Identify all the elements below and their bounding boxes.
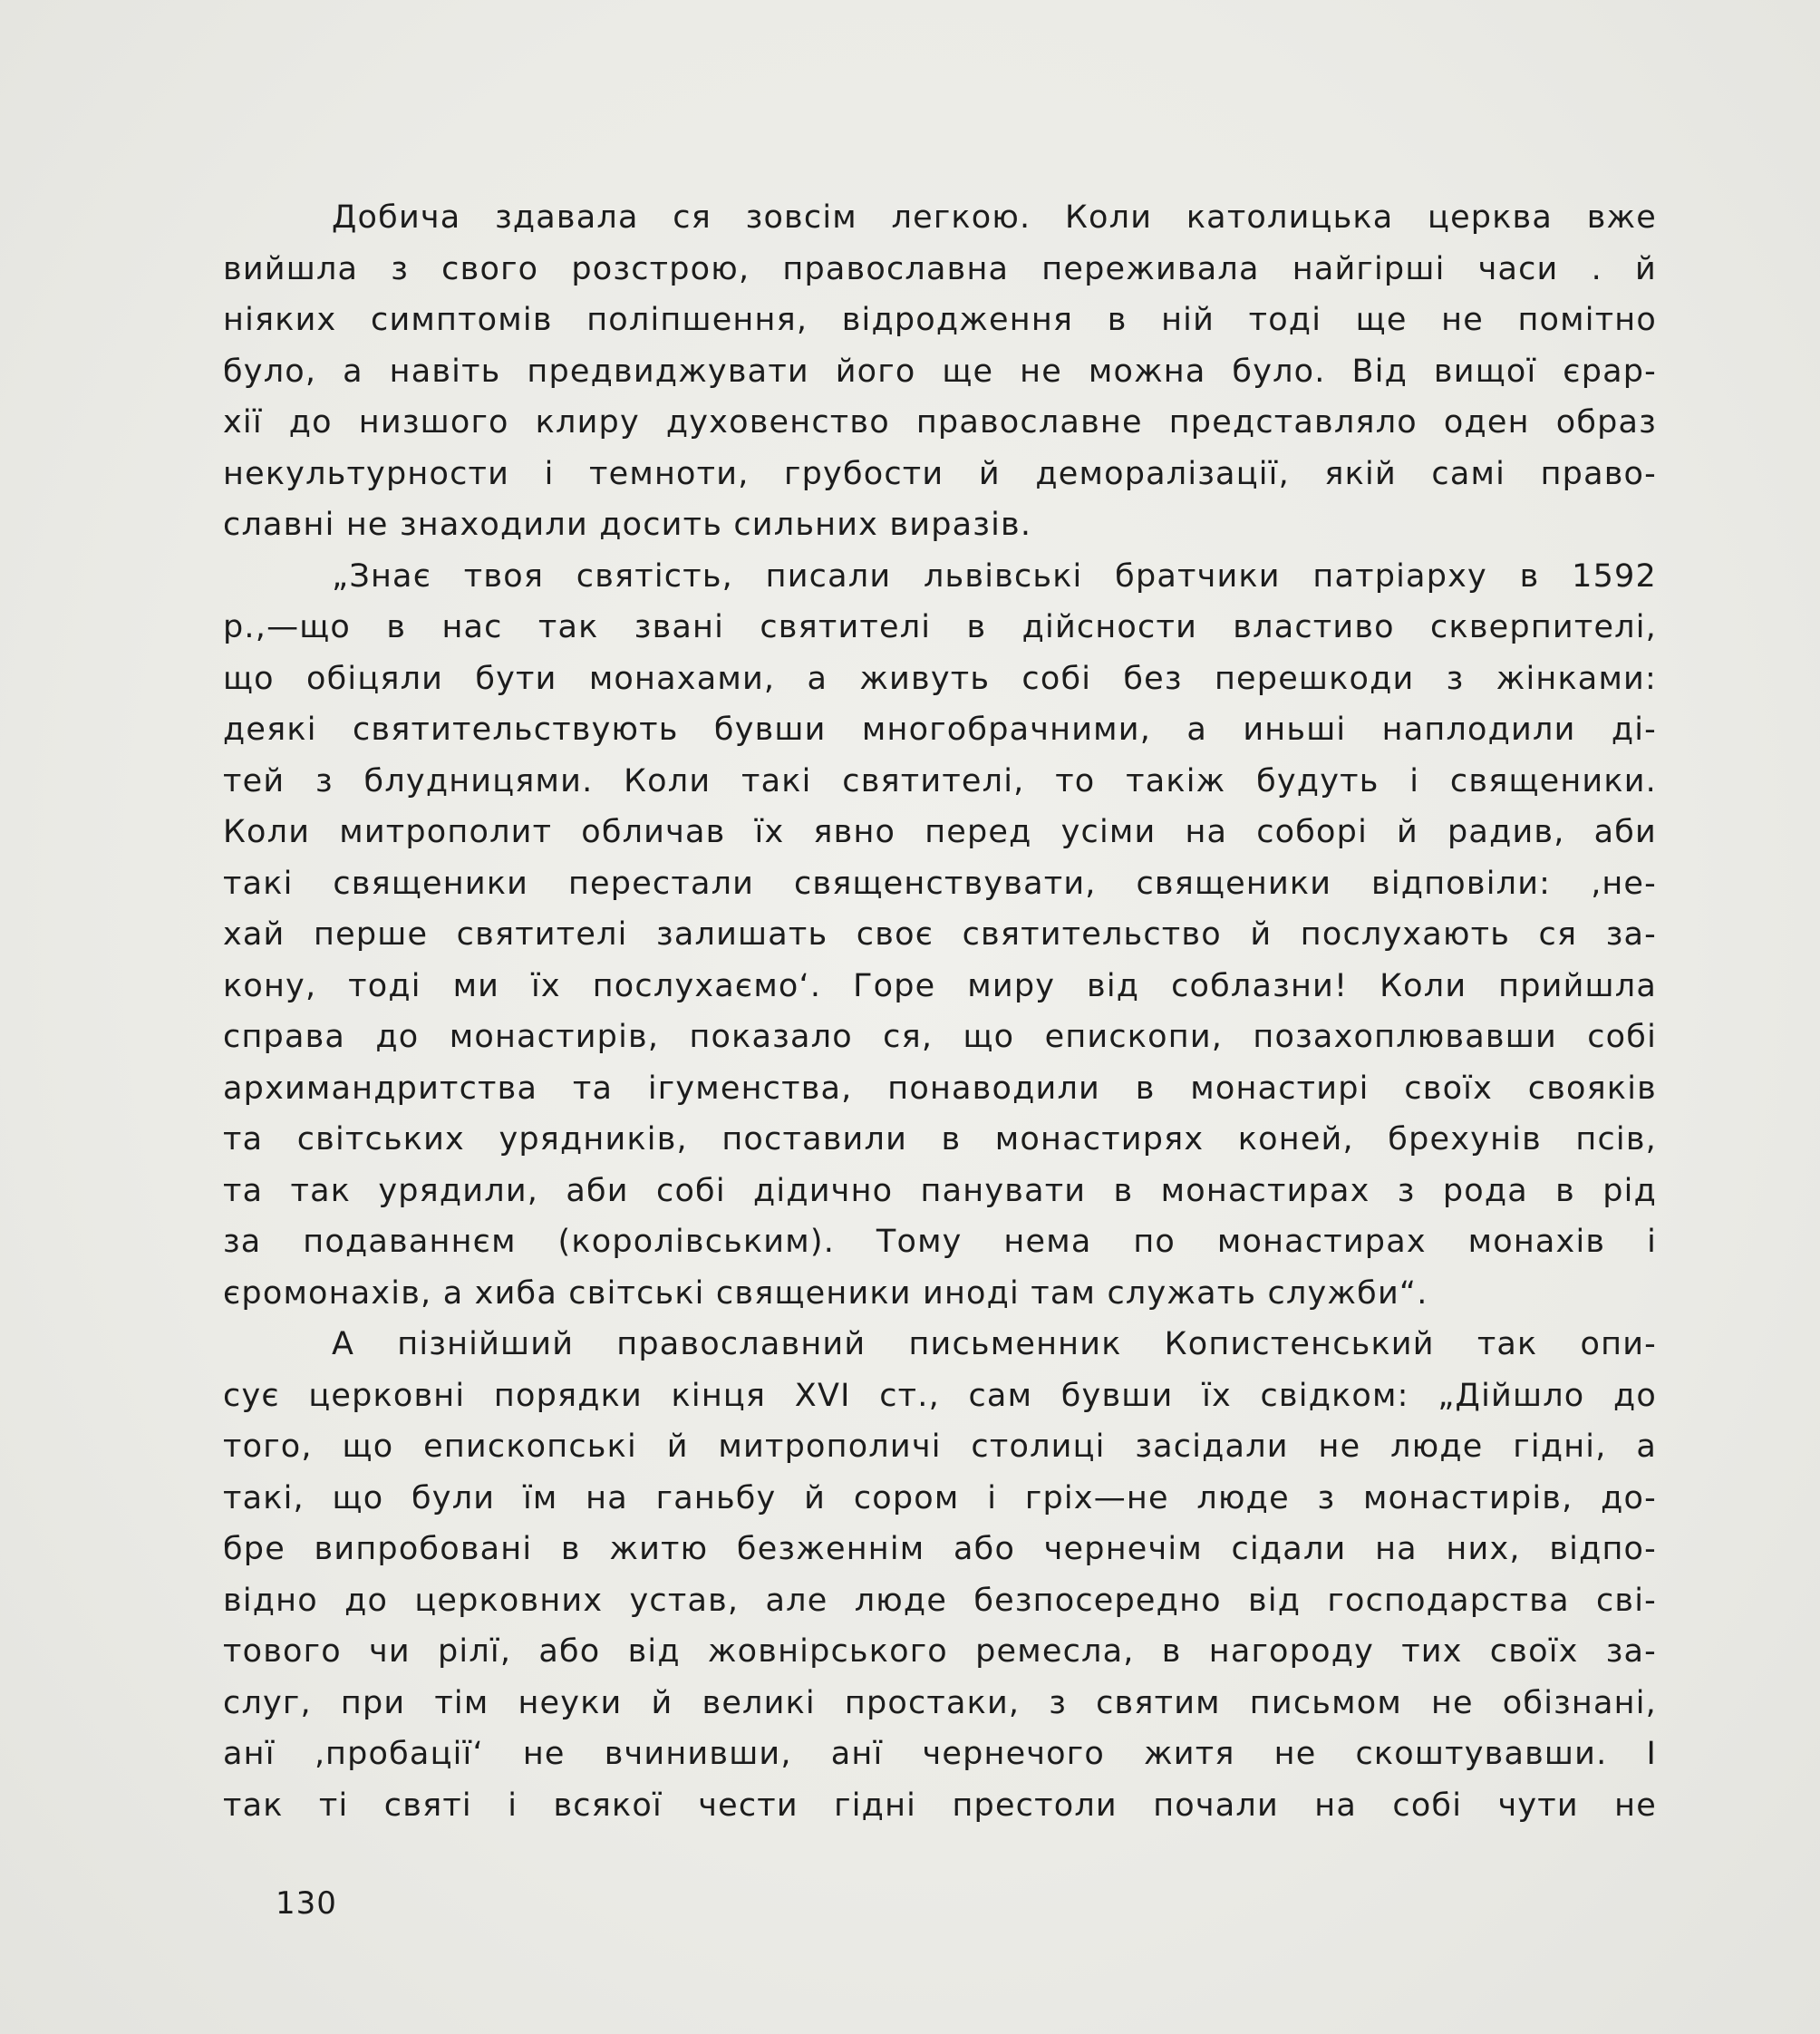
text-line: вийшла з свого розстрою, православна переживала найгірші часи . й — [223, 250, 1657, 287]
text-line: так ті святі і всякої чести гідні престоли почали на собі чути не — [223, 1787, 1657, 1824]
text-line: бре випробовані в житю безженнім або чернечім сідали на них, відпо- — [223, 1531, 1657, 1567]
text-line: „Знає твоя святість, писали львівські братчики патріарху в 1592 — [332, 557, 1657, 595]
text-line: хай перше святителі залишать своє святительство й послухають ся за- — [223, 916, 1657, 953]
body-text — [223, 192, 1657, 1831]
text-line: тей з блудницями. Коли такі святителі, то такіж будуть і священики. — [223, 762, 1657, 799]
text-line: за подаваннєм (королівським). Тому нема по монастирах монахів і — [223, 1224, 1657, 1260]
text-line: славні не знаходили досить сильних виразів. — [223, 507, 1032, 543]
text-line: некультурности і темноти, грубости й деморалізації, якій самі право- — [223, 455, 1657, 492]
text-line: А пізнійший православний письменник Копистенський так опи- — [332, 1326, 1657, 1362]
text-line: було, а навіть предвиджувати його ще не можна було. Від вищої єрар- — [223, 353, 1657, 390]
text-line: такі священики перестали священствувати, священики відповіли: ‚не- — [223, 865, 1657, 902]
text-line: хії до низшого клиру духовенство православне представляло оден образ — [223, 404, 1657, 441]
text-line: архимандритства та ігуменства, понаводили в монастирі своїх свояків — [223, 1070, 1657, 1107]
text-line: Добича здавала ся зовсім легкою. Коли католицька церква вже — [332, 199, 1657, 236]
text-line: деякі святительствують бувши многобрачними, а иньші наплодили ді- — [223, 712, 1657, 748]
text-line: що обіцяли бути монахами, а живуть собі без перешкоди з жінками: — [223, 660, 1657, 697]
text-line: тового чи рілї, або від жовнірського ремесла, в нагороду тих своїх за- — [223, 1633, 1657, 1670]
text-line: та так урядили, аби собі дідично панувати в монастирах з рода в рід — [223, 1172, 1657, 1209]
text-line: справа до монастирів, показало ся, що епископи, позахоплювавши собі — [223, 1019, 1657, 1055]
text-line: такі, що були їм на ганьбу й сором і гріх—не люде з монастирів, до- — [223, 1479, 1657, 1516]
text-line: слуг, при тім неуки й великі простаки, з святим письмом не обізнані, — [223, 1684, 1657, 1721]
text-line: р.,—що в нас так звані святителі в дійсности властиво скверпителі, — [223, 609, 1657, 645]
text-line: того, що епископські й митрополичі столиці засідали не люде гідні, а — [223, 1429, 1657, 1465]
page-number: 130 — [276, 1885, 337, 1922]
text-line: сує церковні порядки кінця XVI ст., сам бувши їх свідком: „Дійшло до — [223, 1377, 1657, 1414]
text-line: єромонахів, а хиба світські священики иноді там служать служби“. — [223, 1274, 1428, 1312]
text-line: та світських урядників, поставили в монастирях коней, брехунів псів, — [223, 1121, 1657, 1157]
text-line: ніяких симптомів поліпшення, відродження в ній тоді ще не помітно — [223, 302, 1657, 338]
text-line: відно до церковних устав, але люде безпосередно від господарства сві- — [223, 1582, 1657, 1619]
text-line: анї ‚пробації‘ не вчинивши, анї чернечого житя не скоштувавши. І — [223, 1736, 1657, 1772]
text-line: кону, тоді ми їх послухаємо‘. Горе миру від соблазни! Коли прийшла — [223, 967, 1657, 1004]
text-line: Коли митрополит обличав їх явно перед усіми на соборі й радив, аби — [223, 814, 1657, 850]
